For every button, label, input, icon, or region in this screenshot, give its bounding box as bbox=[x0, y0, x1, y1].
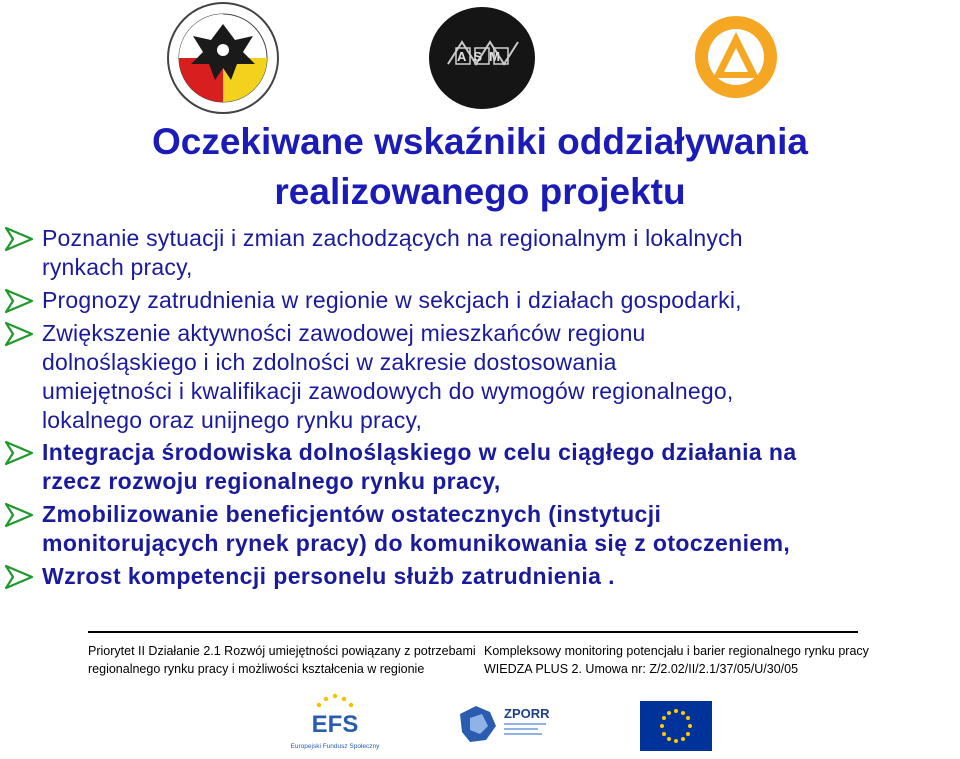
bullet-text: Zwiększenie aktywności zawodowej mieszkańców regionu bbox=[42, 320, 646, 346]
arrow-bullet-icon bbox=[4, 321, 34, 347]
bullet-text: Zmobilizowanie beneficjentów ostatecznych (instytucji bbox=[42, 501, 662, 527]
efs-logo bbox=[280, 692, 390, 754]
zporr-logo-mark: ZPORR bbox=[504, 706, 550, 721]
footer-right-line-1: Kompleksowy monitoring potencjału i barier regionalnego rynku pracy bbox=[484, 644, 869, 658]
arrow-bullet-icon bbox=[4, 226, 34, 252]
page-title-line-1: Oczekiwane wskaźniki oddziaływania bbox=[152, 121, 808, 162]
asm-logo-text: ASM bbox=[457, 49, 507, 64]
efs-logo-caption: Europejski Fundusz Społeczny bbox=[290, 743, 380, 750]
zporr-logo bbox=[456, 700, 596, 748]
efs-logo-mark: EFS bbox=[311, 711, 359, 738]
footer-divider bbox=[88, 631, 858, 633]
bullet-text: dolnośląskiego i ich zdolności w zakresie dostosowania bbox=[42, 349, 617, 375]
arrow-bullet-icon bbox=[4, 564, 34, 590]
footer-priority-info bbox=[88, 642, 476, 678]
seal-logo bbox=[163, 2, 283, 114]
bullet-text: rzecz rozwoju regionalnego rynku pracy, bbox=[42, 468, 501, 494]
bullet-text: rynkach pracy, bbox=[42, 254, 193, 280]
asm-logo bbox=[428, 6, 536, 110]
arrow-bullet-icon bbox=[4, 440, 34, 466]
footer-project-info bbox=[484, 642, 869, 678]
arrow-bullet-icon bbox=[4, 502, 34, 528]
bullet-text: Poznanie sytuacji i zmian zachodzących na regionalnym i lokalnych bbox=[42, 225, 743, 251]
arrow-bullet-icon bbox=[4, 288, 34, 314]
bullet-text: Prognozy zatrudnienia w regionie w sekcjach i działach gospodarki, bbox=[42, 287, 742, 313]
bullet-text: Wzrost kompetencji personelu służb zatrudnienia . bbox=[42, 563, 615, 589]
bullet-text: umiejętności i kwalifikacji zawodowych do wymogów regionalnego, bbox=[42, 378, 734, 404]
eu-flag-logo bbox=[640, 701, 712, 751]
bullet-text: monitorujących rynek pracy) do komunikowania się z otoczeniem, bbox=[42, 530, 791, 556]
footer-right-line-2: WIEDZA PLUS 2. Umowa nr: Z/2.02/II/2.1/37/05/U/30/05 bbox=[484, 662, 799, 676]
bullet-text: Integracja środowiska dolnośląskiego w celu ciągłego działania na bbox=[42, 439, 797, 465]
orange-logo bbox=[693, 14, 779, 100]
page-title-line-2: realizowanego projektu bbox=[274, 171, 686, 212]
footer-left-line-1: Priorytet II Działanie 2.1 Rozwój umiejętności powiązany z potrzebami bbox=[88, 644, 476, 658]
bullet-text: lokalnego oraz unijnego rynku pracy, bbox=[42, 407, 423, 433]
footer-left-line-2: regionalnego rynku pracy i możliwości kształcenia w regionie bbox=[88, 662, 425, 676]
